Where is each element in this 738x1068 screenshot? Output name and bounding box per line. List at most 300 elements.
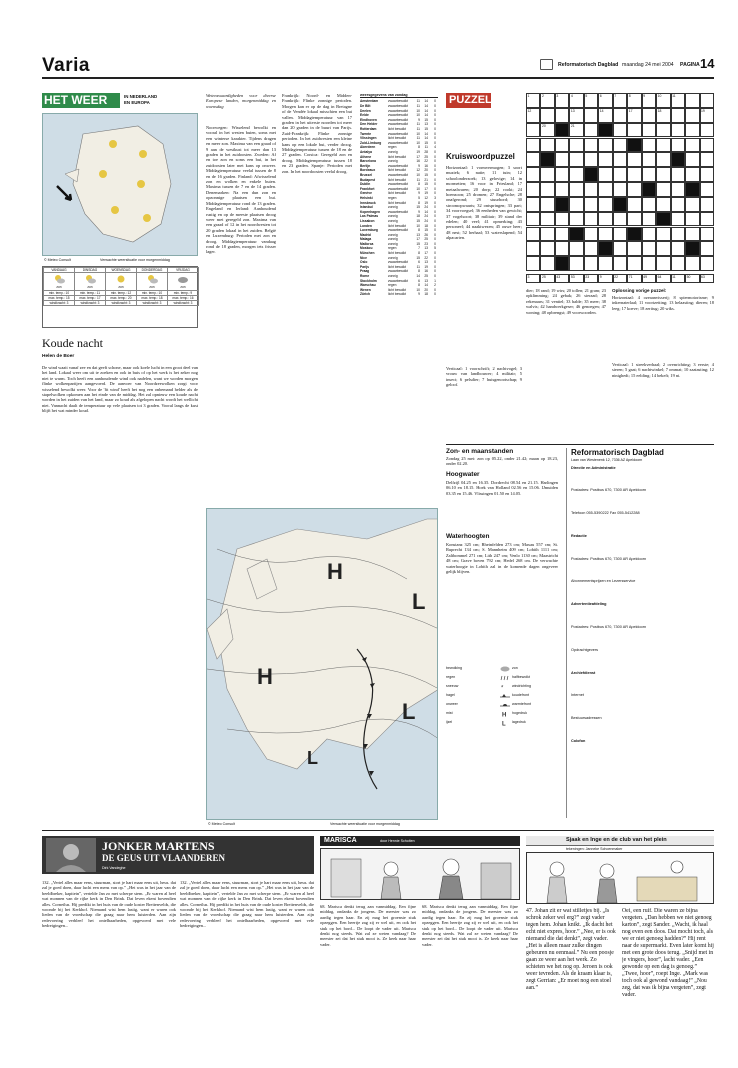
sun-moon-text: Zondag 25 mei: zon op 05.22, onder 21.42; maan op 18.23, onder 02.20. (446, 456, 558, 467)
crossword-cell[interactable] (671, 152, 685, 167)
temperature-cell: licht bewolkt (388, 200, 406, 205)
forecast-min: min. temp.: 12 (106, 291, 137, 296)
temperature-cell: 13 (424, 278, 428, 283)
crossword-cell[interactable] (526, 93, 540, 108)
temperature-cell: 13 (416, 232, 420, 237)
temperature-cell: Helsinki (360, 195, 373, 200)
temperature-cell: 0 (434, 218, 436, 223)
crossword-cell[interactable] (555, 152, 569, 167)
comic3-panel (526, 852, 714, 904)
crossword-cell[interactable] (627, 227, 641, 242)
crossword-cell[interactable] (656, 123, 670, 138)
crossword-cell[interactable] (656, 93, 670, 108)
forecast-min: min. temp.: 11 (75, 291, 106, 296)
crossword-cell[interactable] (598, 123, 612, 138)
crossword-cell[interactable] (584, 212, 598, 227)
crossword-cell[interactable] (569, 212, 583, 227)
temperature-cell: 11 (416, 104, 420, 109)
temperature-cell: 24 (424, 218, 428, 223)
crossword-cell[interactable] (584, 138, 598, 153)
legend-row (446, 718, 558, 727)
crossword-cell[interactable] (540, 241, 554, 256)
colophon-line: Internet (571, 693, 584, 698)
temperature-cell: 10 (416, 108, 420, 113)
temperature-cell: 0 (434, 274, 436, 279)
comic-marisca (320, 836, 520, 1056)
temperature-cell: 5 (434, 246, 436, 251)
crossword-cell[interactable] (627, 256, 641, 271)
crossword-cell[interactable] (642, 138, 656, 153)
legend-row (446, 700, 558, 709)
crossword-cell[interactable] (540, 123, 554, 138)
crossword-cell[interactable] (656, 227, 670, 242)
temperature-cell: Barcelona (360, 159, 376, 164)
crossword-cell[interactable] (656, 138, 670, 153)
legend-row (446, 673, 558, 682)
temperature-cell: 23 (424, 241, 428, 246)
crossword-number: 14 (599, 108, 604, 113)
crossword-cell[interactable] (700, 138, 714, 153)
crossword-cell[interactable] (613, 182, 627, 197)
forecast-max: max. temp.: 16 (168, 296, 199, 301)
temperature-cell: zwaarbewolkt (388, 99, 408, 104)
solution-number: 3 (527, 275, 530, 279)
crossword-cell[interactable] (555, 241, 569, 256)
temperature-cell: 0 (434, 237, 436, 242)
legend-row (446, 664, 558, 673)
crossword-cell[interactable] (540, 138, 554, 153)
forecast-min: min. temp.: 10 (44, 291, 75, 296)
temperature-cell: 5 (418, 195, 420, 200)
crossword-cell[interactable] (598, 212, 612, 227)
temperature-cell: 10 (416, 223, 420, 228)
crossword-cell[interactable] (555, 256, 569, 271)
crossword-cell[interactable] (700, 197, 714, 212)
comic-sjaak-inge (526, 836, 714, 1056)
solution-cell[interactable] (598, 274, 612, 283)
crossword-cell[interactable] (700, 182, 714, 197)
temperature-cell: 10 (416, 172, 420, 177)
temperature-cell: 22 (424, 159, 428, 164)
crossword-cell[interactable] (569, 182, 583, 197)
europe-body-2: Frankrijk: Noord- en Midden-Frankrijk: Flinke zonnige perioden. Morgen kan er op de dag in Bretagne of de Vendée lokaal misschien een bui vallen. Middagtemperatuur van 17 graden in het uiterste noorden tot meer dan 20 graden in de buurt van Parijs. Zuid-Frankrijk: Flinke zonnige perioden. In het zuidwesten een kleine kans op een lokale bui, verder droog. Middagtemperatuur tussen de 18 en de 27 graden. Corsica: Geregeld zon en droog. Middagtemperatuur tussen 18 en 23 graden. Spanje: Perioden met zon. In het noordoosten veelal droog. (282, 93, 352, 174)
sun-cloud-icon (146, 274, 158, 284)
crossword-cell[interactable] (656, 182, 670, 197)
crossword-cell[interactable] (569, 138, 583, 153)
europe-map (206, 508, 438, 820)
crossword-cell[interactable] (685, 108, 699, 123)
crossword-cell[interactable] (526, 241, 540, 256)
crossword-cell[interactable] (685, 241, 699, 256)
crossword-cell[interactable] (598, 227, 612, 242)
crossword-cell[interactable] (700, 256, 714, 271)
crossword-cell[interactable] (700, 123, 714, 138)
crossword-cell[interactable] (598, 256, 612, 271)
temperature-cell: 15 (424, 117, 428, 122)
crossword-cell[interactable] (555, 227, 569, 242)
crossword-cell[interactable] (526, 138, 540, 153)
crossword-cell[interactable] (569, 227, 583, 242)
solution-cell[interactable] (584, 274, 598, 283)
forecast-label: zon (149, 285, 155, 289)
crossword-cell[interactable] (613, 93, 627, 108)
crossword-cell[interactable] (584, 197, 598, 212)
temperature-cell: 10 (416, 287, 420, 292)
crossword-cell[interactable] (671, 227, 685, 242)
crossword-cell[interactable] (642, 182, 656, 197)
crossword-cell[interactable] (642, 108, 656, 123)
crossword-cell[interactable] (627, 167, 641, 182)
crossword-cell[interactable] (627, 241, 641, 256)
crossword-cell[interactable] (642, 197, 656, 212)
crossword-cell[interactable] (700, 227, 714, 242)
crossword-cell[interactable] (584, 108, 598, 123)
crossword-cell[interactable] (555, 167, 569, 182)
crossword-cell[interactable] (598, 167, 612, 182)
temperature-rows (360, 99, 438, 297)
crossword-cell[interactable] (671, 123, 685, 138)
nl-map-credit: © Meteo Consult (44, 258, 71, 262)
crossword-cell[interactable] (569, 167, 583, 182)
solution-strip (526, 274, 714, 283)
temperature-cell: 17 (424, 251, 428, 256)
crossword-cell[interactable] (613, 108, 627, 123)
crossword-cell[interactable] (671, 167, 685, 182)
crossword-cell[interactable] (613, 212, 627, 227)
crossword-number: 13 (570, 108, 575, 113)
crossword-number: 3 (556, 94, 559, 98)
crossword-cell[interactable] (598, 152, 612, 167)
temperature-cell: 13 (424, 246, 428, 251)
crossword-cell[interactable] (555, 138, 569, 153)
crossword-cell[interactable] (540, 212, 554, 227)
crossword-cell[interactable] (642, 167, 656, 182)
temperature-cell: 18 (424, 223, 428, 228)
answer-title: Oplossing vorige puzzel: (612, 288, 667, 293)
crossword-cell[interactable] (569, 197, 583, 212)
crossword-cell[interactable] (642, 241, 656, 256)
crossword-cell[interactable] (569, 256, 583, 271)
crossword-cell[interactable] (613, 227, 627, 242)
temperature-cell: Dublin (360, 182, 371, 187)
forecast-day: WOENSDAG (106, 268, 137, 273)
legend-label: hagel (446, 693, 455, 698)
temperature-cell: 9 (418, 209, 420, 214)
forecast-day: DINSDAG (75, 268, 106, 273)
colophon-line: Advertentieafdeling (571, 602, 607, 607)
temperature-cell: 0 (434, 104, 436, 109)
crossword-cell[interactable] (700, 167, 714, 182)
forecast-max: max. temp.: 17 (75, 296, 106, 301)
crossword-cell[interactable] (598, 93, 612, 108)
temperature-cell: Luxemburg (360, 228, 378, 233)
crossword-cell[interactable] (540, 227, 554, 242)
temperature-cell: 6 (418, 260, 420, 265)
temperature-cell: 0 (434, 182, 436, 187)
high-pressure-icon (500, 711, 510, 717)
temperature-cell: zwaarbewolkt (388, 269, 408, 274)
colophon-line: Opdrachtgevers (571, 647, 599, 652)
temperature-cell: zwaarbewolkt (388, 260, 408, 265)
forecast-min: min. temp.: 10 (137, 291, 168, 296)
crossword-cell[interactable] (700, 93, 714, 108)
crossword-cell[interactable] (685, 152, 699, 167)
crossword-cell[interactable] (598, 182, 612, 197)
crossword-cell[interactable] (656, 241, 670, 256)
weather-banner-sub1: IN NEDERLAND (124, 94, 158, 99)
temperature-cell: 0 (434, 159, 436, 164)
page-label: PAGINA (680, 62, 700, 68)
crossword-cell[interactable] (526, 227, 540, 242)
crossword-cell[interactable] (627, 197, 641, 212)
low-pressure-marker: L (307, 748, 318, 768)
temperature-cell: zwaarbewolkt (388, 186, 408, 191)
crossword-cell[interactable] (526, 108, 540, 123)
temperature-cell: 0 (434, 163, 436, 168)
crossword-cell[interactable] (584, 167, 598, 182)
crossword-cell[interactable] (584, 256, 598, 271)
crossword-cell[interactable] (526, 182, 540, 197)
crossword-cell[interactable] (613, 197, 627, 212)
solution-cell[interactable] (526, 274, 540, 283)
crossword-cell[interactable] (656, 197, 670, 212)
colophon-line: Postadres: Postbus 670, 7300 AR Apeldoorn (571, 488, 647, 493)
solution-cell[interactable] (685, 274, 699, 283)
crossword-cell[interactable] (598, 108, 612, 123)
crossword-cell[interactable] (656, 256, 670, 271)
solution-number: 9 (599, 275, 602, 279)
crossword-cell[interactable] (569, 241, 583, 256)
crossword-cell[interactable] (526, 212, 540, 227)
solution-cell[interactable] (613, 274, 627, 283)
crossword-cell[interactable] (526, 123, 540, 138)
crossword-cell[interactable] (540, 167, 554, 182)
solution-number: 71 (628, 275, 633, 279)
solution-cell[interactable] (569, 274, 583, 283)
solution-cell[interactable] (627, 274, 641, 283)
temperature-cell: licht bewolkt (388, 191, 406, 196)
temperature-row (360, 292, 438, 297)
crossword-cell[interactable] (642, 152, 656, 167)
crossword-cell[interactable] (671, 212, 685, 227)
crossword-cell[interactable] (598, 241, 612, 256)
forecast-wind: windkracht: 3 (106, 301, 137, 306)
svg-text:H: H (502, 712, 507, 717)
crossword-cell[interactable] (555, 197, 569, 212)
solution-cell[interactable] (671, 274, 685, 283)
crossword-cell[interactable] (671, 108, 685, 123)
crossword-cell[interactable] (540, 256, 554, 271)
temperature-cell: 0 (434, 241, 436, 246)
temperature-cell: 0 (434, 172, 436, 177)
crossword-cell[interactable] (671, 182, 685, 197)
crossword-cell[interactable] (555, 212, 569, 227)
solution-cell[interactable] (700, 274, 714, 283)
forecast-wind: windkracht: 3 (44, 301, 75, 306)
crossword-cell[interactable] (685, 256, 699, 271)
temperature-cell: 11 (416, 136, 420, 141)
crossword-cell[interactable] (642, 212, 656, 227)
crossword-cell[interactable] (613, 138, 627, 153)
crossword-cell[interactable] (642, 227, 656, 242)
crossword-cell[interactable] (685, 227, 699, 242)
crossword-cell[interactable] (700, 241, 714, 256)
temperature-cell: 0 (434, 122, 436, 127)
crossword-cell[interactable] (584, 123, 598, 138)
forecast-icon (137, 273, 168, 291)
temperature-cell: 0 (434, 200, 436, 205)
crossword-cell[interactable] (613, 167, 627, 182)
forecast-wind: windkracht: 3 (137, 301, 168, 306)
colophon-line: Archiefdienst (571, 670, 596, 675)
crossword-cell[interactable] (526, 256, 540, 271)
crossword-cell[interactable] (700, 212, 714, 227)
crossword-cell[interactable] (584, 93, 598, 108)
crossword-cell[interactable] (555, 93, 569, 108)
temperature-cell: 0 (434, 186, 436, 191)
crossword-cell[interactable] (598, 197, 612, 212)
crossword-cell[interactable] (613, 123, 627, 138)
comic1-story-left: 132. „Vertel alles maar eens, stuurman, stort je hart maar eens uit, heus. dat zal je goed doen, daar lucht een mens van op.” „Het was in het jaar van de beeldbreker, kapitein”, vertelde Jan zo met scherpe stem. „Er waren al heel wat monnen van de rijke kerk in Den Brink. Dat leven ekent bovendien alles. Corneilus. Hij predikt in het huis van de oude koster Breitenvelds, die woonde bij het Kerkhof. Niemand wist hem lastig, want er waren ook lieden van de vroedschap die graag naar hem luisterden. Aan zijn redevoering verbleef het ontelbaarheden, opgevoerd met vele bedreigingen... (42, 880, 176, 929)
crossword-cell[interactable] (540, 108, 554, 123)
solution-cell[interactable] (555, 274, 569, 283)
temperature-cell: 0 (434, 108, 436, 113)
solution-number: 53 (570, 275, 575, 279)
temperature-cell: Eelde (360, 113, 369, 118)
temperature-cell: 15 (416, 218, 420, 223)
temperature-cell: Vlissingen (360, 136, 377, 141)
temperature-cell: Budapest (360, 177, 376, 182)
crossword-cell[interactable] (540, 197, 554, 212)
crossword-cell[interactable] (526, 167, 540, 182)
temperature-cell: zwaarbewolkt (388, 108, 408, 113)
sun-icon (115, 274, 127, 284)
temperature-cell: Malaga (360, 237, 372, 242)
crossword-cell[interactable] (584, 227, 598, 242)
crossword-cell[interactable] (627, 152, 641, 167)
levels-title: Waterhoogten (446, 533, 490, 540)
crossword-cell[interactable] (671, 256, 685, 271)
weather-banner-big: HET WEER (42, 93, 120, 108)
temperature-cell: 25 (424, 274, 428, 279)
crossword-cell[interactable] (569, 152, 583, 167)
temperature-cell: Antalya (360, 150, 372, 155)
crossword-cell[interactable] (555, 123, 569, 138)
forecast-icon (106, 273, 137, 291)
crossword-cell[interactable] (584, 241, 598, 256)
temperature-cell: Rome (360, 274, 370, 279)
crossword-cell[interactable] (685, 182, 699, 197)
crossword-cell[interactable] (700, 108, 714, 123)
crossword-cell[interactable] (671, 138, 685, 153)
crossword-cell[interactable] (627, 182, 641, 197)
temperature-cell: zwaarbewolkt (388, 113, 408, 118)
colophon-lines (571, 466, 714, 744)
crossword-cell[interactable] (656, 167, 670, 182)
crossword-cell[interactable] (671, 93, 685, 108)
solution-cell[interactable] (540, 274, 554, 283)
temperature-cell: 12 (424, 195, 428, 200)
solution-cell[interactable] (642, 274, 656, 283)
temperature-cell: 14 (424, 131, 428, 136)
temperature-cell: Deelen (360, 108, 371, 113)
weather-banner-sub2: EN EUROPA (124, 100, 150, 105)
crossword-cell[interactable] (526, 197, 540, 212)
crossword-cell[interactable] (613, 256, 627, 271)
crossword-cell[interactable] (656, 108, 670, 123)
temperature-cell: 11 (416, 122, 420, 127)
crossword-cell[interactable] (540, 182, 554, 197)
colophon (566, 448, 714, 818)
crossword-cell[interactable] (569, 123, 583, 138)
crossword-cell[interactable] (685, 138, 699, 153)
crossword-cell[interactable] (671, 197, 685, 212)
crossword-cell[interactable] (569, 93, 583, 108)
crossword-cell[interactable] (569, 108, 583, 123)
crossword-cell[interactable] (598, 138, 612, 153)
crossword-cell[interactable] (540, 152, 554, 167)
temperature-cell: 0 (434, 209, 436, 214)
crossword-cell[interactable] (613, 152, 627, 167)
temperature-cell: zwaarbewolkt (388, 278, 408, 283)
low-pressure-marker: L (412, 589, 426, 614)
crossword-cell[interactable] (700, 152, 714, 167)
crossword-cell[interactable] (671, 241, 685, 256)
temperature-cell: licht bewolkt (388, 287, 406, 292)
temperature-cell: zonnig (388, 255, 398, 260)
temperature-cell: licht bewolkt (388, 154, 406, 159)
crossword-cell[interactable] (685, 93, 699, 108)
crossword-cell[interactable] (685, 212, 699, 227)
crossword-cell[interactable] (685, 167, 699, 182)
crossword-cell[interactable] (540, 93, 554, 108)
temperature-cell: Athene (360, 154, 372, 159)
crossword-cell[interactable] (685, 123, 699, 138)
crossword-cell[interactable] (584, 152, 598, 167)
crossword-cell[interactable] (627, 212, 641, 227)
temperature-cell: Rotterdam (360, 127, 377, 132)
crossword-cell[interactable] (555, 182, 569, 197)
crossword-cell[interactable] (627, 108, 641, 123)
temperature-cell: 0 (434, 99, 436, 104)
crossword-cell[interactable] (627, 138, 641, 153)
crossword-cell[interactable] (555, 108, 569, 123)
crossword-cell[interactable] (627, 93, 641, 108)
crossword-cell[interactable] (642, 93, 656, 108)
comic2-header (320, 836, 520, 846)
crossword-cell[interactable] (613, 241, 627, 256)
solution-cell[interactable] (656, 274, 670, 283)
crossword-cell[interactable] (642, 123, 656, 138)
temperature-cell: 17 (416, 154, 420, 159)
forecast-wind: windkracht: 3 (168, 301, 199, 306)
temperature-cell: 0 (434, 113, 436, 118)
temperature-cell: Praag (360, 269, 370, 274)
crossword-number: 12 (527, 108, 532, 113)
crossword-cell[interactable] (627, 123, 641, 138)
crossword-cell[interactable] (656, 212, 670, 227)
crossword-number: 19 (701, 108, 705, 113)
crossword-cell[interactable] (685, 197, 699, 212)
temperature-cell: zwaarbewolkt (388, 131, 408, 136)
temperature-cell: 14 (424, 108, 428, 113)
story-byline: Helen de Boer (42, 354, 75, 359)
crossword-cell[interactable] (584, 182, 598, 197)
crossword-cell[interactable] (642, 256, 656, 271)
issue-date: maandag 24 mei 2004 (622, 62, 674, 68)
crossword-cell[interactable] (656, 152, 670, 167)
crossword-cell[interactable] (526, 152, 540, 167)
